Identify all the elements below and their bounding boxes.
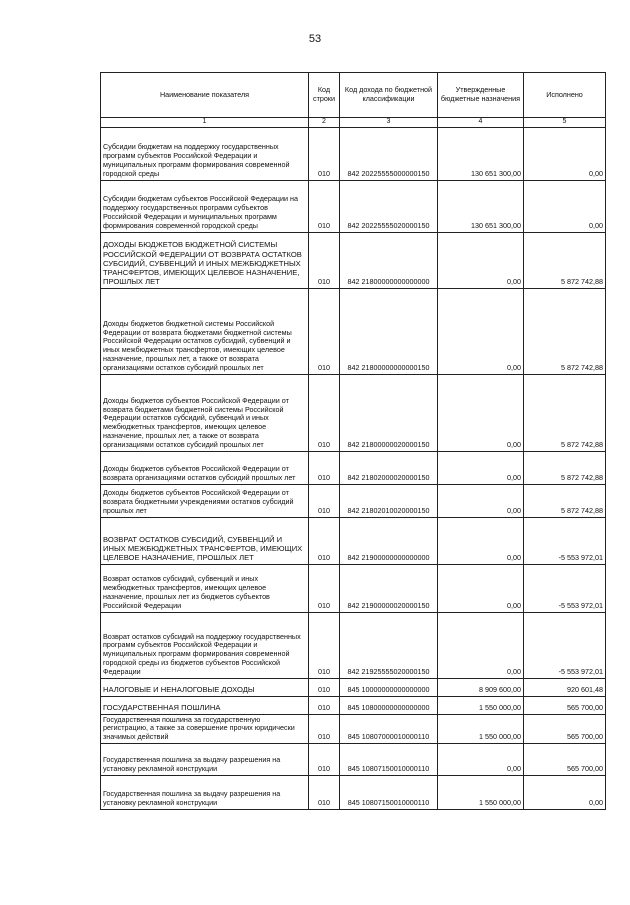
approved-amount-cell: 1 550 000,00 [438, 696, 524, 714]
line-code-cell: 010 [309, 714, 340, 743]
executed-amount-cell: 565 700,00 [524, 743, 606, 775]
indicator-name-cell: Субсидии бюджетам на поддержку государственных программ субъектов Российской Федерации и муниципальных программ формирования современной городской среды [101, 127, 309, 180]
approved-amount-cell: 8 909 600,00 [438, 678, 524, 696]
header-budget-classification: Код дохода по бюджетной классификации [340, 73, 438, 118]
table-row [101, 180, 606, 232]
table-row [101, 775, 606, 809]
page-number: 53 [308, 33, 322, 45]
classification-code-cell: 845 10800000000000000 [340, 696, 438, 714]
indicator-name-cell: Государственная пошлина за выдачу разрешения на установку рекламной конструкции [101, 743, 309, 775]
classification-code-cell: 842 21802010020000150 [340, 484, 438, 517]
line-code-cell: 010 [309, 612, 340, 678]
table-row [101, 714, 606, 743]
classification-code-cell: 845 10807150010000110 [340, 743, 438, 775]
line-code-cell: 010 [309, 678, 340, 696]
line-code-cell: 010 [309, 484, 340, 517]
line-code-cell: 010 [309, 743, 340, 775]
table-row [101, 451, 606, 484]
indicator-name-cell: Доходы бюджетов бюджетной системы Российской Федерации от возврата бюджетами бюджетной системы Российской Федерации остатков субсидий, субвенций и иных межбюджетных трансфертов, имеющих целевое назначение, прошлых лет, а также от возврата организациями остатков субсидий прошлых лет [101, 288, 309, 374]
header-line-code: Код строки [309, 73, 340, 118]
table-row [101, 564, 606, 612]
approved-amount-cell: 1 550 000,00 [438, 714, 524, 743]
indicator-name-cell: ДОХОДЫ БЮДЖЕТОВ БЮДЖЕТНОЙ СИСТЕМЫ РОССИЙСКОЙ ФЕДЕРАЦИИ ОТ ВОЗВРАТА ОСТАТКОВ СУБСИДИЙ, СУБВЕНЦИЙ И ИНЫХ МЕЖБЮДЖЕТНЫХ ТРАНСФЕРТОВ, ИМЕЮЩИХ ЦЕЛЕВОЕ НАЗНАЧЕНИЕ, ПРОШЛЫХ ЛЕТ [101, 232, 309, 288]
executed-amount-cell: -5 553 972,01 [524, 564, 606, 612]
classification-code-cell: 842 21800000020000150 [340, 374, 438, 451]
line-code-cell: 010 [309, 564, 340, 612]
table-header-row [101, 73, 606, 118]
header-approved-amount: Утвержденные бюджетные назначения [438, 73, 524, 118]
executed-amount-cell: -5 553 972,01 [524, 612, 606, 678]
column-number: 5 [524, 118, 606, 128]
line-code-cell: 010 [309, 775, 340, 809]
approved-amount-cell: 1 550 000,00 [438, 775, 524, 809]
indicator-name-cell: НАЛОГОВЫЕ И НЕНАЛОГОВЫЕ ДОХОДЫ [101, 678, 309, 696]
executed-amount-cell: 0,00 [524, 180, 606, 232]
classification-code-cell: 845 10000000000000000 [340, 678, 438, 696]
executed-amount-cell: 0,00 [524, 127, 606, 180]
indicator-name-cell: Доходы бюджетов субъектов Российской Федерации от возврата бюджетами бюджетной системы Российской Федерации остатков субсидий, субвенций и иных межбюджетных трансфертов, имеющих целевое назначение, прошлых лет, а также от возврата организациями остатков субсидий прошлых лет [101, 374, 309, 451]
approved-amount-cell: 0,00 [438, 517, 524, 564]
table-body [101, 127, 606, 809]
indicator-name-cell: ВОЗВРАТ ОСТАТКОВ СУБСИДИЙ, СУБВЕНЦИЙ И ИНЫХ МЕЖБЮДЖЕТНЫХ ТРАНСФЕРТОВ, ИМЕЮЩИХ ЦЕЛЕВОЕ НАЗНАЧЕНИЕ, ПРОШЛЫХ ЛЕТ [101, 517, 309, 564]
indicator-name-cell: Государственная пошлина за выдачу разрешения на установку рекламной конструкции [101, 775, 309, 809]
classification-code-cell: 842 21800000000000000 [340, 232, 438, 288]
classification-code-cell: 842 21925555020000150 [340, 612, 438, 678]
approved-amount-cell: 0,00 [438, 564, 524, 612]
table-row [101, 484, 606, 517]
header-indicator-name: Наименование показателя [101, 73, 309, 118]
table-row [101, 288, 606, 374]
executed-amount-cell: 565 700,00 [524, 714, 606, 743]
classification-code-cell: 842 21900000020000150 [340, 564, 438, 612]
indicator-name-cell: Возврат остатков субсидий на поддержку государственных программ субъектов Российской Федерации и муниципальных программ формирования современной городской среды из бюджетов субъектов Российской Федерации [101, 612, 309, 678]
column-number: 1 [101, 118, 309, 128]
approved-amount-cell: 0,00 [438, 451, 524, 484]
classification-code-cell: 842 21900000000000000 [340, 517, 438, 564]
table-row [101, 612, 606, 678]
line-code-cell: 010 [309, 127, 340, 180]
table-row [101, 232, 606, 288]
indicator-name-cell: Доходы бюджетов субъектов Российской Федерации от возврата бюджетными учреждениями остатков субсидий прошлых лет [101, 484, 309, 517]
indicator-name-cell: Возврат остатков субсидий, субвенций и иных межбюджетных трансфертов, имеющих целевое назначение, прошлых лет из бюджетов субъектов Российской Федерации [101, 564, 309, 612]
budget-income-table [100, 72, 606, 810]
table-row [101, 743, 606, 775]
approved-amount-cell: 0,00 [438, 612, 524, 678]
indicator-name-cell: Субсидии бюджетам субъектов Российской Федерации на поддержку государственных программ субъектов Российской Федерации и муниципальных программ формирования современной городской среды [101, 180, 309, 232]
classification-code-cell: 845 10807150010000110 [340, 775, 438, 809]
executed-amount-cell: 5 872 742,88 [524, 232, 606, 288]
executed-amount-cell: 5 872 742,88 [524, 451, 606, 484]
approved-amount-cell: 0,00 [438, 484, 524, 517]
classification-code-cell: 842 21800000000000150 [340, 288, 438, 374]
column-number-row [101, 118, 606, 128]
table-row [101, 517, 606, 564]
executed-amount-cell: 565 700,00 [524, 696, 606, 714]
approved-amount-cell: 0,00 [438, 232, 524, 288]
indicator-name-cell: Доходы бюджетов субъектов Российской Федерации от возврата организациями остатков субсидий прошлых лет [101, 451, 309, 484]
column-number: 3 [340, 118, 438, 128]
line-code-cell: 010 [309, 180, 340, 232]
approved-amount-cell: 0,00 [438, 743, 524, 775]
classification-code-cell: 842 21802000020000150 [340, 451, 438, 484]
classification-code-cell: 842 20225555020000150 [340, 180, 438, 232]
executed-amount-cell: 5 872 742,88 [524, 374, 606, 451]
line-code-cell: 010 [309, 517, 340, 564]
approved-amount-cell: 130 651 300,00 [438, 127, 524, 180]
approved-amount-cell: 130 651 300,00 [438, 180, 524, 232]
line-code-cell: 010 [309, 288, 340, 374]
executed-amount-cell: 5 872 742,88 [524, 288, 606, 374]
executed-amount-cell: 5 872 742,88 [524, 484, 606, 517]
line-code-cell: 010 [309, 232, 340, 288]
approved-amount-cell: 0,00 [438, 374, 524, 451]
line-code-cell: 010 [309, 451, 340, 484]
indicator-name-cell: ГОСУДАРСТВЕННАЯ ПОШЛИНА [101, 696, 309, 714]
approved-amount-cell: 0,00 [438, 288, 524, 374]
line-code-cell: 010 [309, 374, 340, 451]
executed-amount-cell: 0,00 [524, 775, 606, 809]
executed-amount-cell: -5 553 972,01 [524, 517, 606, 564]
column-number: 4 [438, 118, 524, 128]
header-executed-amount: Исполнено [524, 73, 606, 118]
executed-amount-cell: 920 601,48 [524, 678, 606, 696]
table-row [101, 696, 606, 714]
column-number: 2 [309, 118, 340, 128]
table-row [101, 374, 606, 451]
classification-code-cell: 845 10807000010000110 [340, 714, 438, 743]
indicator-name-cell: Государственная пошлина за государственную регистрацию, а также за совершение прочих юридически значимых действий [101, 714, 309, 743]
line-code-cell: 010 [309, 696, 340, 714]
classification-code-cell: 842 20225555000000150 [340, 127, 438, 180]
table-row [101, 127, 606, 180]
table-row [101, 678, 606, 696]
